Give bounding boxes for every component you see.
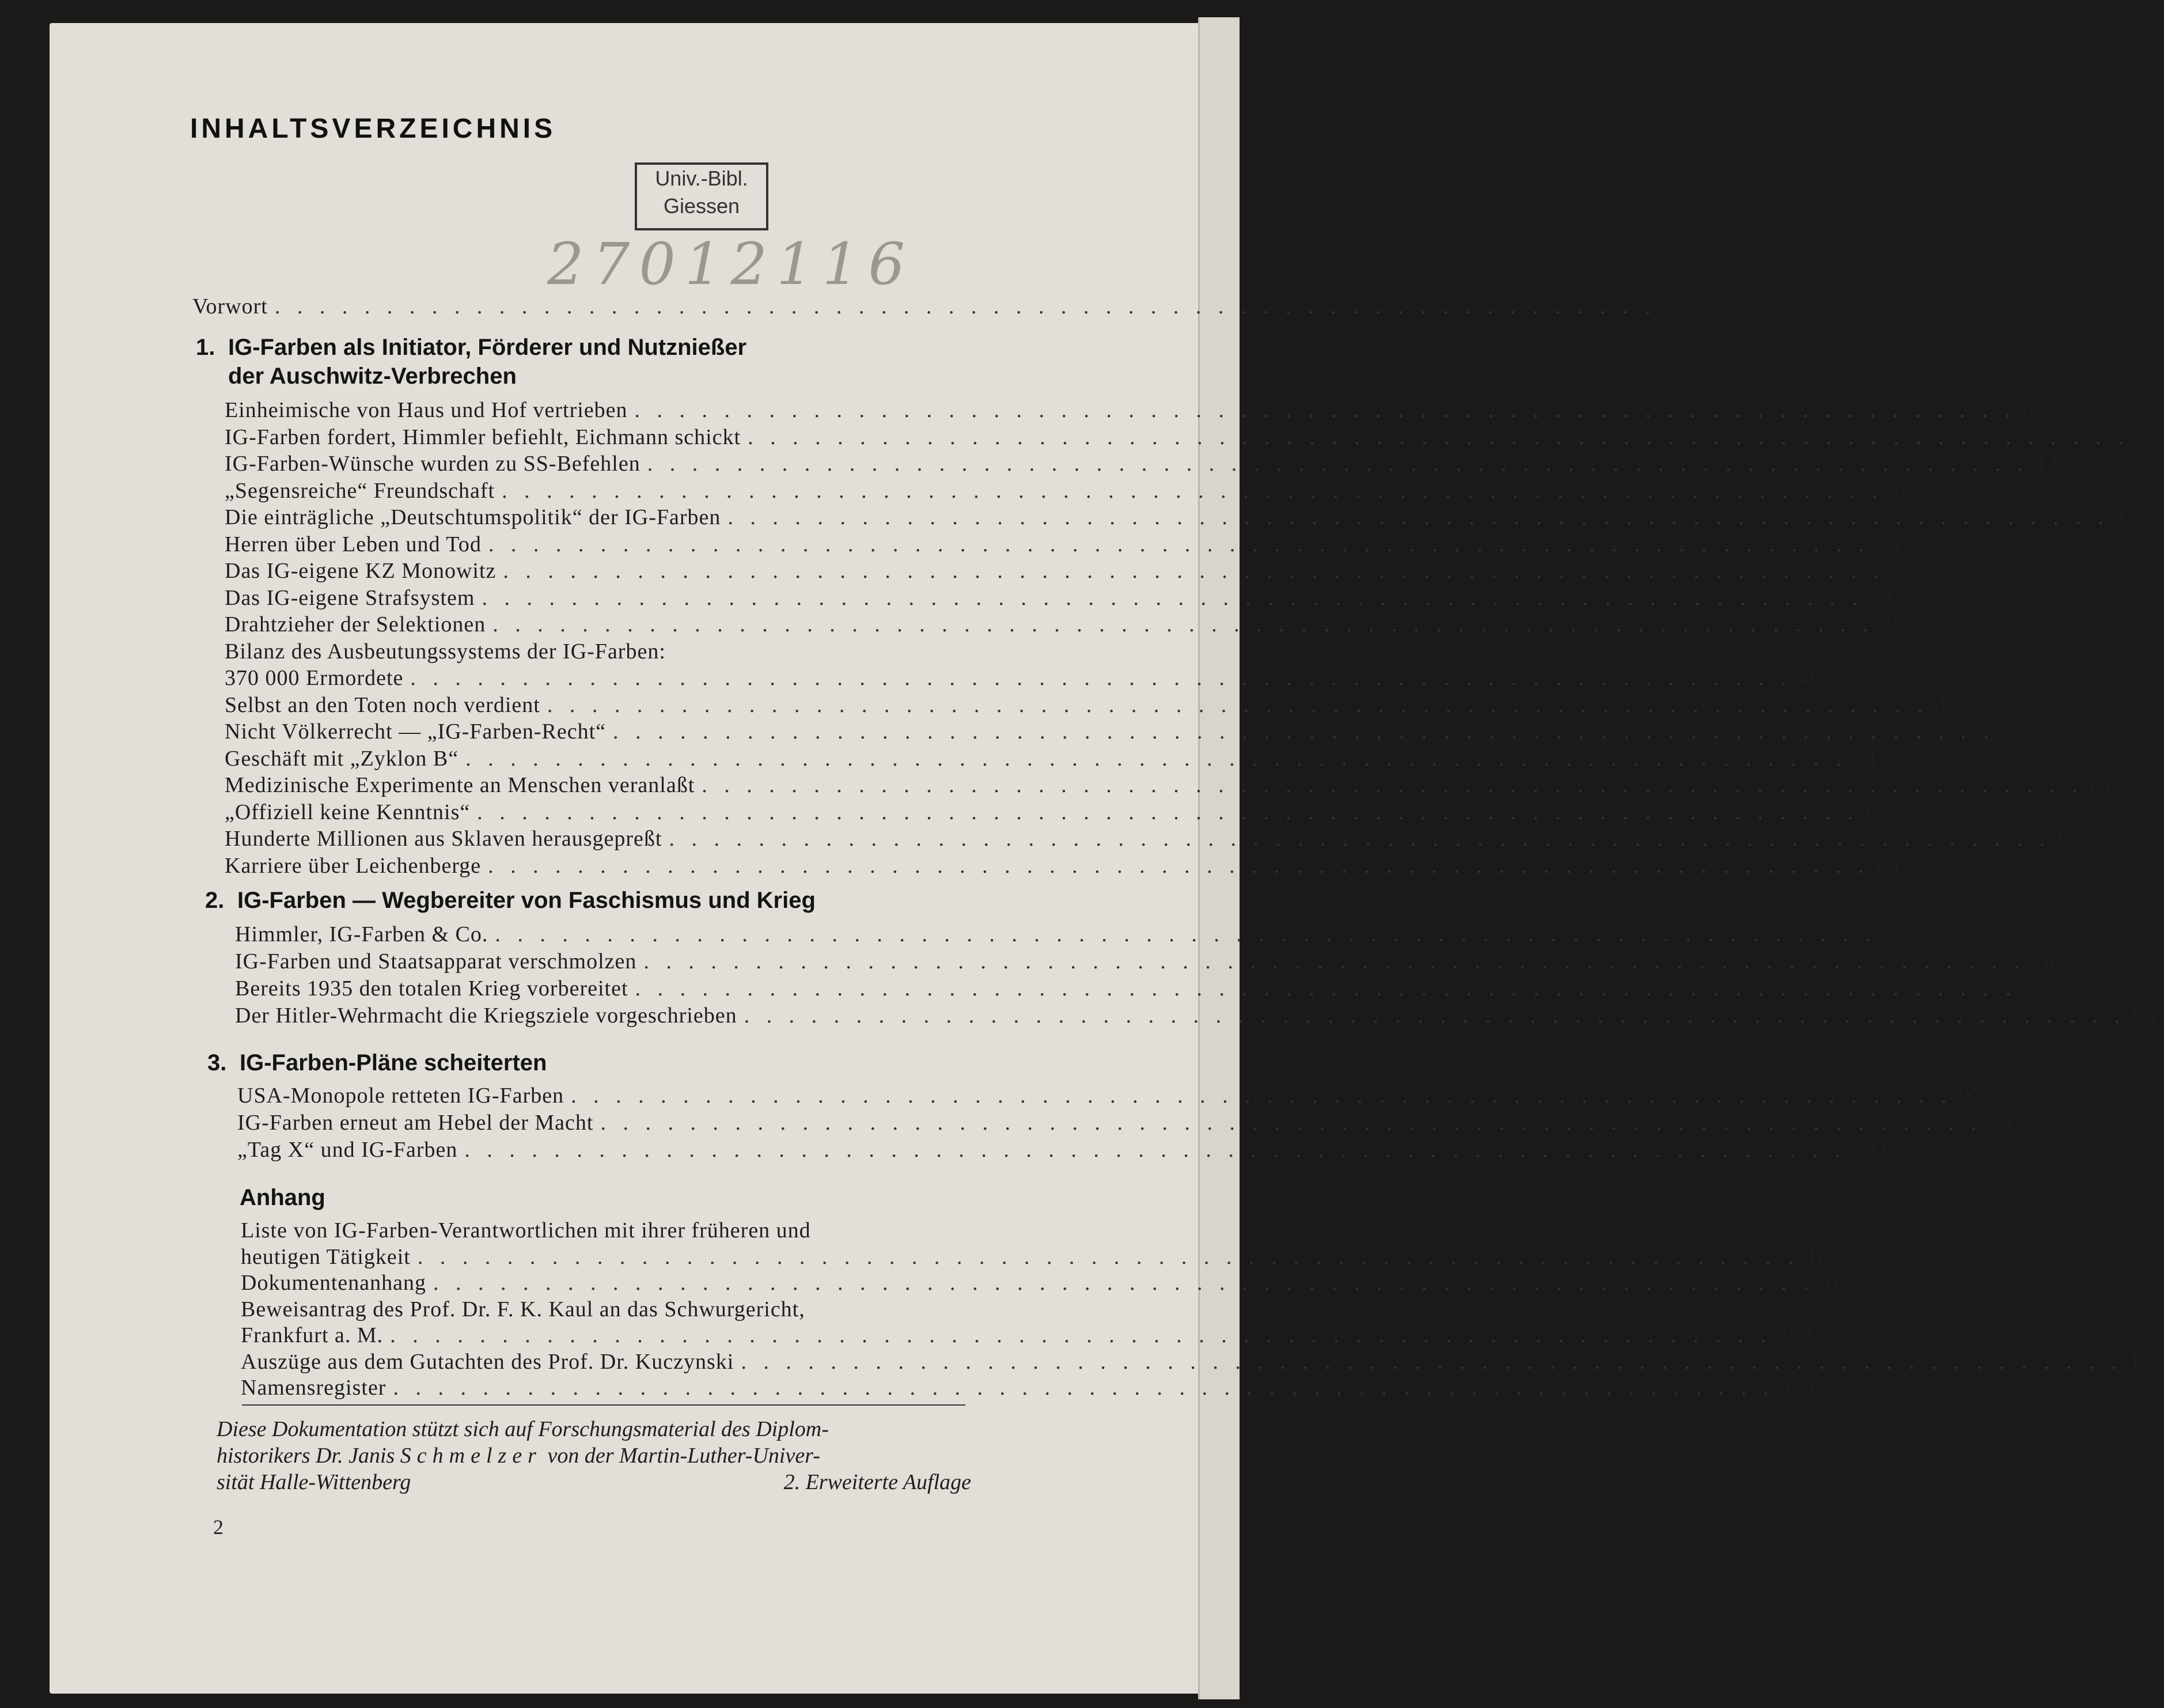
- toc-entry: [225, 800, 1889, 825]
- toc-entry: [241, 1270, 1856, 1296]
- leader-dots: . . . . . . . . . . . . . . . . . . . . . . . . . . . . . . . . . . . . . . . . . . . . . . . . . . . . . . . . . . . . . .: [669, 827, 2051, 851]
- toc-entry-label-line-1: Beweisantrag des Prof. Dr. F. K. Kaul an das Schwurgericht,: [241, 1297, 805, 1321]
- toc-entry-label: Drahtzieher der Selektionen: [225, 612, 486, 637]
- leader-dots: . . . . . . . . . . . . . . . . . . . . . . . . . . . . . . . . . . . . . . . . . . . . . . . . . . . . . . . . . . . . . .: [477, 800, 1859, 824]
- section-2-heading: [205, 886, 816, 915]
- toc-entry-vorwort: [192, 294, 1675, 319]
- leader-dots: . . . . . . . . . . . . . . . . . . . . . . . . . . . . . . . . . . . . . . . . . . . . . . . . . . . . . . . . . . . . . .: [748, 425, 2129, 449]
- anhang-heading: Anhang: [240, 1185, 325, 1210]
- toc-entry-page: 35: [1881, 612, 1904, 637]
- toc-entry-label: Nicht Völkerrecht — „IG-Farben-Recht“: [225, 719, 606, 744]
- toc-entry-label: IG-Farben und Staatsapparat verschmolzen: [235, 949, 637, 974]
- toc-entry-page: 109: [1821, 1271, 1856, 1295]
- section-title-line-1: IG-Farben-Pläne scheiterten: [240, 1050, 547, 1075]
- page-number: 2: [213, 1516, 223, 1539]
- toc-entry-page: 54: [1854, 746, 1877, 771]
- section-number: 3.: [207, 1050, 227, 1075]
- toc-entry-page: 34: [1870, 585, 1893, 610]
- toc-entry: [225, 532, 1900, 557]
- leader-dots: . . . . . . . . . . . . . . . . . . . . . . . . . . . . . . . . . . . . . . . . . . . . . . . . . . . . . . . . . . . . . .: [547, 692, 1929, 717]
- leader-dots: . . . . . . . . . . . . . . . . . . . . . . . . . . . . . . . . . . . . . . . . . . . . . . . . . . . . . . . . . . . . . .: [274, 294, 1657, 319]
- toc-entry-page: 34: [1891, 559, 1915, 583]
- section-title-line-1: IG-Farben — Wegbereiter von Faschismus und Krieg: [237, 888, 816, 913]
- leader-dots: . . . . . . . . . . . . . . . . . . . . . . . . . . . . . . . . . . . . . . . . . . . . . . . . . . . . . . . . . . . . . .: [502, 478, 1883, 503]
- toc-entry-label-line-1: Liste von IG-Farben-Verantwortlichen mit ihrer früheren und: [241, 1218, 811, 1243]
- leader-dots: . . . . . . . . . . . . . . . . . . . . . . . . . . . . . . . . . . . . . . . . . . . . . . . . . . . . . . . . . . . . . .: [495, 922, 1877, 946]
- toc-entry: [225, 853, 1900, 878]
- toc-entry-page: 77: [1883, 922, 1907, 946]
- toc-entry: [225, 425, 2148, 450]
- section-number: 1.: [196, 335, 215, 360]
- toc-entry-page: 63: [1865, 800, 1889, 824]
- section-3-heading: [207, 1048, 547, 1077]
- toc-entry: [225, 585, 1893, 611]
- leader-dots: . . . . . . . . . . . . . . . . . . . . . . . . . . . . . . . . . . . . . . . . . . . . . . . . . . . . . . . . . . . . . .: [417, 1244, 1799, 1269]
- toc-entry-label: USA-Monopole retteten IG-Farben: [237, 1084, 564, 1108]
- toc-entry-page: 6: [2023, 398, 2035, 422]
- toc-entry: [237, 1137, 1888, 1162]
- leader-dots: . . . . . . . . . . . . . . . . . . . . . . . . . . . . . . . . . . . . . . . . . . . . . . . . . . . . . . . . . . . . . .: [410, 666, 1792, 690]
- leader-dots: . . . . . . . . . . . . . . . . . . . . . . . . . . . . . . . . . . . . . . . . . . . . . . . . . . . . . . . . . . . . . .: [393, 1376, 1775, 1400]
- toc-entry-label: Die einträgliche „Deutschtumspolitik“ der IG-Farben: [225, 505, 721, 529]
- toc-entry: [237, 1110, 2012, 1135]
- leader-dots: . . . . . . . . . . . . . . . . . . . . . . . . . . . . . . . . . . . . . . . . . . . . . . . . . . . . . . . . . . . . . .: [634, 398, 2017, 422]
- toc-entry: [225, 719, 2025, 744]
- leader-dots: . . . . . . . . . . . . . . . . . . . . . . . . . . . . . . . . . . . . . . . . . . . . . . . . . . . . . . . . . . . . . .: [488, 853, 1870, 878]
- toc-entry-page: 16: [2116, 505, 2139, 529]
- toc-entry-page: 83: [2023, 976, 2047, 1001]
- toc-entry-label: Medizinische Experimente an Menschen veranlaßt: [225, 773, 695, 797]
- toc-entry-page: 3: [1663, 294, 1675, 319]
- toc-entry-label: IG-Farben fordert, Himmler befiehlt, Eichmann schickt: [225, 425, 741, 449]
- section-1-heading: [196, 333, 746, 391]
- toc-entry-page: 134: [1781, 1376, 1816, 1400]
- footnote-line-1: Diese Dokumentation stützt sich auf Forschungsmaterial des Diplom-: [217, 1417, 829, 1441]
- footnote-line-3: sität Halle-Wittenberg 2. Erweiterte Auflage: [217, 1470, 971, 1494]
- toc-entry-page: 123: [1778, 1323, 1813, 1347]
- leader-dots: . . . . . . . . . . . . . . . . . . . . . . . . . . . . . . . . . . . . . . . . . . . . . . . . . . . . . . . . . . . . . .: [433, 1271, 1815, 1295]
- toc-entry-label: „Tag X“ und IG-Farben: [237, 1138, 458, 1162]
- toc-entry-label: „Segensreiche“ Freundschaft: [225, 478, 495, 503]
- toc-entry-page: 96: [2132, 1003, 2156, 1028]
- library-stamp: [635, 162, 768, 230]
- toc-entry: [235, 976, 2047, 1001]
- toc-entry: [225, 451, 2059, 476]
- leader-dots: . . . . . . . . . . . . . . . . . . . . . . . . . . . . . . . . . . . . . . . . . . . . . . . . . . . . . . . . . . . . . .: [635, 976, 2017, 1001]
- toc-entry-label: Karriere über Leichenberge: [225, 853, 482, 878]
- toc-entry-label: Frankfurt a. M.: [241, 1323, 384, 1347]
- toc-entry-page: 47: [1935, 692, 1959, 717]
- toc-entry: [225, 612, 1904, 637]
- toc-entry-page: 14: [1890, 478, 1913, 503]
- toc-entry-label: heutigen Tätigkeit: [241, 1244, 411, 1269]
- toc-entry-label: Himmler, IG-Farben & Co.: [235, 922, 488, 946]
- toc-entry: [241, 1323, 1813, 1348]
- toc-entry-page: 69: [1876, 853, 1900, 878]
- stamp-line-2: Giessen: [663, 194, 740, 218]
- toc-entry: [225, 746, 1877, 771]
- toc-entry: [225, 397, 2035, 423]
- toc-entry-label: IG-Farben-Wünsche wurden zu SS-Befehlen: [225, 452, 641, 476]
- toc-entry: [225, 692, 1959, 718]
- leader-dots: . . . . . . . . . . . . . . . . . . . . . . . . . . . . . . . . . . . . . . . . . . . . . . . . . . . . . . . . . . . . . .: [492, 612, 1874, 637]
- toc-entry-label: Namensregister: [241, 1376, 386, 1400]
- handwritten-number: 27012116: [547, 230, 914, 298]
- toc-entry-label: IG-Farben erneut am Hebel der Macht: [237, 1111, 594, 1135]
- toc-entry: [225, 478, 1913, 503]
- leader-dots: . . . . . . . . . . . . . . . . . . . . . . . . . . . . . . . . . . . . . . . . . . . . . . . . . . . . . . . . . . . . . .: [647, 452, 2029, 476]
- toc-entry-page: 14: [2036, 452, 2059, 476]
- leader-dots: . . . . . . . . . . . . . . . . . . . . . . . . . . . . . . . . . . . . . . . . . . . . . . . . . . . . . . . . . . . . . .: [613, 719, 1995, 744]
- toc-entry-page: 127: [2129, 1349, 2164, 1374]
- author-name: Schmelzer: [400, 1444, 542, 1468]
- toc-entry-label: Bereits 1935 den totalen Krieg vorbereitet: [235, 976, 628, 1001]
- toc-entry-label: Hunderte Millionen aus Sklaven herausgepreßt: [225, 827, 662, 851]
- toc-entry-page: 78: [2032, 949, 2055, 974]
- toc-entry-page: 51: [2001, 719, 2025, 744]
- leader-dots: . . . . . . . . . . . . . . . . . . . . . . . . . . . . . . . . . . . . . . . . . . . . . . . . . . . . . . . . . . . . . .: [390, 1323, 1772, 1347]
- leader-dots: . . . . . . . . . . . . . . . . . . . . . . . . . . . . . . . . . . . . . . . . . . . . . . . . . . . . . . . . . . . . . .: [744, 1003, 2126, 1028]
- toc-entry: [237, 1083, 1983, 1108]
- toc-entry-page: 65: [2057, 827, 2080, 851]
- toc-entry: [235, 949, 2055, 974]
- section-title-line-2: der Auschwitz-Verbrechen: [228, 363, 517, 389]
- toc-entry-label: Geschäft mit „Zyklon B“: [225, 746, 459, 771]
- toc-entry-label: Herren über Leben und Tod: [225, 532, 482, 556]
- toc-entry: [225, 665, 1822, 691]
- toc-entry: [225, 772, 2113, 798]
- leader-dots: . . . . . . . . . . . . . . . . . . . . . . . . . . . . . . . . . . . . . . . . . . . . . . . . . . . . . . . . . . . . . .: [488, 532, 1870, 556]
- toc-entry: [225, 826, 2080, 851]
- toc-entry: [241, 1244, 1841, 1270]
- toc-entry-label: Einheimische von Haus und Hof vertrieben: [225, 398, 628, 422]
- leader-dots: . . . . . . . . . . . . . . . . . . . . . . . . . . . . . . . . . . . . . . . . . . . . . . . . . . . . . . . . . . . . . .: [465, 746, 1847, 771]
- toc-entry-page: 46: [1798, 666, 1822, 690]
- toc-entry: [241, 1375, 1816, 1400]
- toc-entry-page: 105: [1806, 1244, 1841, 1269]
- leader-dots: . . . . . . . . . . . . . . . . . . . . . . . . . . . . . . . . . . . . . . . . . . . . . . . . . . . . . . . . . . . . . .: [464, 1138, 1846, 1162]
- toc-entry-label: „Offiziell keine Kenntnis“: [225, 800, 471, 824]
- leader-dots: . . . . . . . . . . . . . . . . . . . . . . . . . . . . . . . . . . . . . . . . . . . . . . . . . . . . . . . . . . . . . .: [571, 1084, 1953, 1108]
- leader-dots: . . . . . . . . . . . . . . . . . . . . . . . . . . . . . . . . . . . . . . . . . . . . . . . . . . . . . . . . . . . . . .: [643, 949, 2025, 974]
- leader-dots: . . . . . . . . . . . . . . . . . . . . . . . . . . . . . . . . . . . . . . . . . . . . . . . . . . . . . . . . . . . . . .: [702, 773, 2083, 797]
- toc-entry-label: Das IG-eigene Strafsystem: [225, 585, 475, 610]
- toc-entry: [241, 1349, 2164, 1374]
- toc-entry-label: Vorwort: [192, 294, 268, 319]
- section-title-line-1: IG-Farben als Initiator, Förderer und Nutznießer: [228, 335, 747, 360]
- toc-entry-label: Das IG-eigene KZ Monowitz: [225, 559, 497, 583]
- toc-entry: [235, 922, 1907, 947]
- toc-entry-label: 370 000 Ermordete: [225, 666, 404, 690]
- leader-dots: . . . . . . . . . . . . . . . . . . . . . . . . . . . . . . . . . . . . . . . . . . . . . . . . . . . . . . . . . . . . . .: [503, 559, 1885, 583]
- toc-entry-page: 99: [1988, 1111, 2012, 1135]
- toc-entry-label: Der Hitler-Wehrmacht die Kriegsziele vorgeschrieben: [235, 1003, 737, 1028]
- leader-dots: . . . . . . . . . . . . . . . . . . . . . . . . . . . . . . . . . . . . . . . . . . . . . . . . . . . . . . . . . . . . . .: [600, 1111, 1982, 1135]
- footnote-line-2: historikers Dr. Janis Schmelzer von der Martin-Luther-Univer-: [217, 1444, 820, 1468]
- page-title: INHALTSVERZEICHNIS: [190, 113, 556, 144]
- toc-entry: [235, 1003, 2156, 1028]
- footnote: [217, 1416, 971, 1495]
- toc-entry-page: 97: [1959, 1084, 1983, 1108]
- toc-entry-label: Dokumentenanhang: [241, 1271, 427, 1295]
- stamp-line-1: Univ.-Bibl.: [655, 166, 748, 190]
- toc-entry: [225, 505, 2139, 530]
- leader-dots: . . . . . . . . . . . . . . . . . . . . . . . . . . . . . . . . . . . . . . . . . . . . . . . . . . . . . . . . . . . . . .: [727, 505, 2109, 529]
- edition-label: 2. Erweiterte Auflage: [783, 1470, 971, 1494]
- leader-dots: . . . . . . . . . . . . . . . . . . . . . . . . . . . . . . . . . . . . . . . . . . . . . . . . . . . . . . . . . . . . . .: [741, 1349, 2123, 1374]
- section-number: 2.: [205, 888, 225, 913]
- toc-entry-label-line-1: Bilanz des Ausbeutungssystems der IG-Farben:: [225, 639, 666, 664]
- toc-entry-page: 26: [1877, 532, 1900, 556]
- toc-entry-label: Auszüge aus dem Gutachten des Prof. Dr. Kuczynski: [241, 1349, 734, 1374]
- leader-dots: . . . . . . . . . . . . . . . . . . . . . . . . . . . . . . . . . . . . . . . . . . . . . . . . . . . . . . . . . . . . . .: [482, 585, 1863, 610]
- divider-line: [242, 1404, 965, 1406]
- toc-entry-page: 103: [1852, 1138, 1888, 1162]
- toc-entry-page: 6: [2136, 425, 2148, 449]
- toc-entry: [225, 558, 1915, 584]
- toc-entry-page: 61: [2090, 773, 2113, 797]
- toc-entry-label: Selbst an den Toten noch verdient: [225, 692, 540, 717]
